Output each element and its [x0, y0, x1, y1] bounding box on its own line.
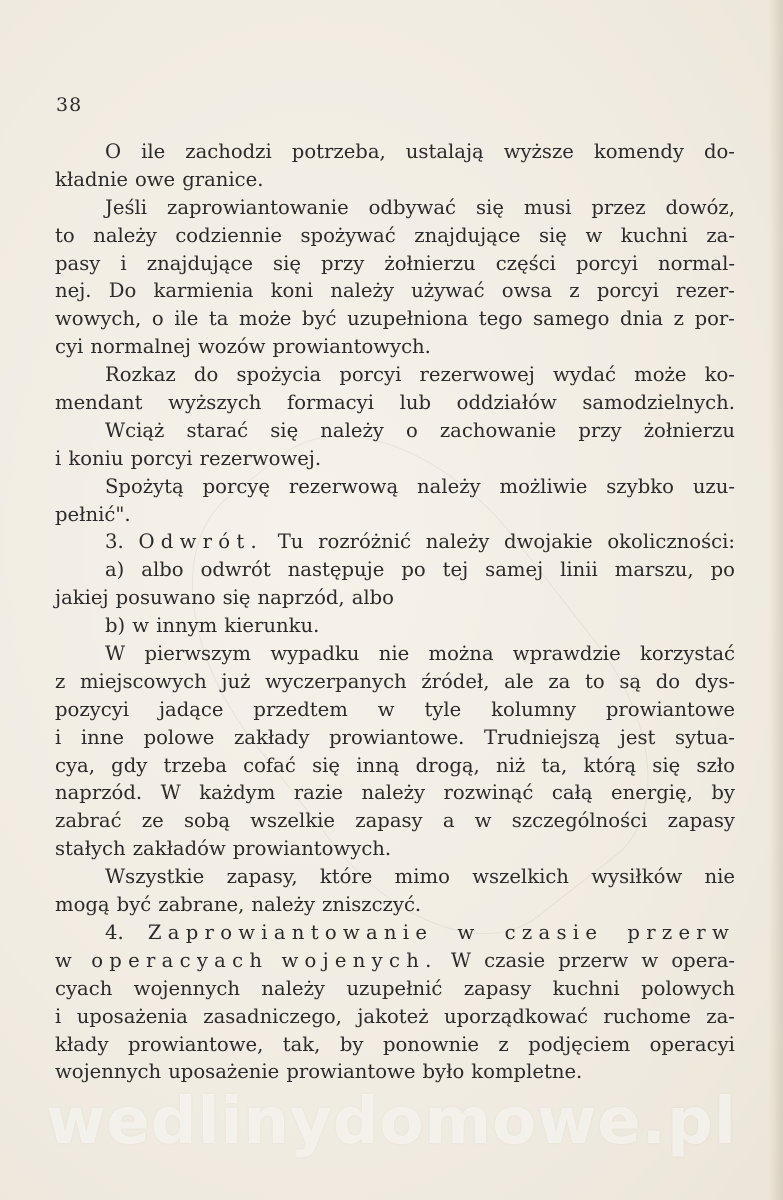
word: należy [93, 223, 157, 247]
word: marszu, [614, 558, 694, 582]
word: wszelkie [250, 809, 336, 833]
word: W [105, 642, 126, 666]
word: może [634, 363, 687, 387]
word: Wciąż [105, 418, 165, 442]
word: za- [706, 1004, 735, 1028]
word: są [619, 669, 642, 693]
word: miejscowych [79, 669, 207, 693]
word: należy [361, 781, 426, 805]
word: wojenych. [281, 948, 438, 972]
word: prowiantowe [286, 1060, 416, 1084]
word: korzystać [639, 642, 735, 666]
word: nie [704, 865, 735, 889]
word: musi [523, 195, 572, 219]
body-text [55, 138, 735, 1086]
word: innym [156, 614, 218, 638]
word: polowe [143, 725, 215, 749]
text-line [55, 305, 735, 333]
word: Do [108, 279, 137, 303]
word: zapasy [667, 809, 735, 833]
word: albo [351, 586, 394, 610]
word: możliwie [499, 474, 588, 498]
word: kolumny [491, 697, 576, 721]
word: szczególności [511, 809, 648, 833]
text-line [55, 250, 735, 278]
word: przerw [558, 948, 629, 972]
word: uzupełnić [346, 976, 443, 1000]
word: W [450, 948, 471, 972]
word: należy [320, 418, 384, 442]
word: jakoteż [357, 1004, 429, 1028]
word: wydać [552, 363, 616, 387]
word: być [116, 893, 152, 917]
word: normalnej [90, 335, 191, 359]
word: por- [694, 307, 735, 331]
word: się [270, 418, 299, 442]
word: okoliczności: [607, 530, 735, 554]
word: prowiantowych. [272, 335, 431, 359]
word: Rozkaz [105, 363, 176, 387]
text-line [55, 779, 735, 807]
word: ko- [704, 363, 735, 387]
word: należy [330, 279, 394, 303]
word: posuwano [115, 586, 216, 610]
text-line [55, 528, 735, 556]
word: porcyi [130, 446, 193, 470]
word: wszelkich [472, 865, 569, 889]
text-line [55, 668, 735, 696]
word: za- [706, 223, 735, 247]
word: Spożytą [105, 474, 184, 498]
word: prowiantowe, [127, 1032, 264, 1056]
word: albo [141, 558, 184, 582]
word: 4. [105, 920, 124, 944]
word: odbywać [368, 195, 457, 219]
text-line [55, 975, 735, 1003]
word: się [312, 753, 340, 777]
word: wysiłków [591, 865, 683, 889]
word: zniszczyć. [322, 893, 422, 917]
word: opera- [671, 948, 735, 972]
word: rezerwowej [419, 363, 535, 387]
word: w [377, 697, 395, 721]
word: podjęciem [528, 1032, 631, 1056]
word: naprzód, [257, 586, 345, 610]
word: może [239, 307, 292, 331]
word: samego [533, 307, 610, 331]
word: zaprowiantowanie [167, 195, 349, 219]
word: można [428, 642, 494, 666]
word: tej [442, 558, 469, 582]
word: się [652, 753, 681, 777]
word: porcyi [575, 251, 638, 275]
word: polowych [641, 976, 735, 1000]
word: z [498, 1032, 509, 1056]
word: kompletne. [471, 1060, 583, 1084]
text-line [55, 194, 735, 222]
word: już [221, 669, 251, 693]
word: znajdujące [414, 223, 521, 247]
word: zapasy [355, 809, 423, 833]
word: po [710, 558, 735, 582]
word: razie [293, 781, 344, 805]
word: uzupełniona [347, 307, 469, 331]
word: Odwrót. [138, 530, 263, 554]
word: sobą [183, 809, 231, 833]
word: prowiantowych. [232, 837, 392, 861]
word: wojennych [55, 1060, 162, 1084]
word: cyach [55, 976, 113, 1000]
word: to [55, 223, 75, 247]
word: ruchome [603, 1004, 691, 1028]
word: za [548, 669, 571, 693]
text-line [55, 919, 735, 947]
word: w [132, 614, 150, 638]
word: rezerwowej. [199, 446, 322, 470]
word: wojennych [133, 976, 240, 1000]
text-line [55, 807, 735, 835]
word: wozów [198, 335, 266, 359]
word: wowych, [55, 307, 142, 331]
word: wyższych [168, 391, 262, 415]
word: szło [696, 753, 735, 777]
word: zachodzi [185, 140, 272, 163]
word: linii [560, 558, 598, 582]
word: wyczerpanych [265, 669, 407, 693]
word: być [301, 307, 337, 331]
word: zapasy [463, 976, 532, 1000]
word: prowiantowe. [329, 725, 465, 749]
text-line [55, 640, 735, 668]
word: całą [551, 781, 593, 805]
word: należy [417, 474, 481, 498]
text-line [55, 724, 735, 752]
word: żołnierzu [384, 251, 476, 275]
word: należy [261, 976, 325, 1000]
text-line [55, 891, 735, 919]
word: uzu- [692, 474, 735, 498]
word: przedtem [253, 697, 348, 721]
text-line [55, 501, 735, 529]
word: przy [578, 418, 622, 442]
word: wprawdzie [512, 642, 621, 666]
word: naprzód. [55, 781, 143, 805]
word: energię, [611, 781, 693, 805]
word: się [476, 195, 504, 219]
word: o [151, 307, 164, 331]
word: porcyę [202, 474, 270, 498]
word: operacyach [91, 948, 269, 972]
word: cofać [243, 753, 296, 777]
word: zasadniczego, [203, 1004, 342, 1028]
word: normal- [658, 251, 735, 275]
word: tyle [424, 697, 462, 721]
word: czasie [484, 948, 546, 972]
word: ile [174, 307, 199, 331]
word: sytua- [675, 725, 735, 749]
word: koni [270, 279, 314, 303]
word: zakłady [233, 725, 310, 749]
text-line [55, 947, 735, 975]
word: lub [399, 391, 432, 415]
word: w [585, 223, 603, 247]
word: cyi [55, 335, 84, 359]
word: pasy [55, 251, 101, 275]
word: nie [378, 642, 410, 666]
word: i [55, 1004, 62, 1028]
word: owe [134, 167, 176, 191]
word: pozycyi [55, 697, 130, 721]
word: prowiantowe [605, 697, 735, 721]
word: kuchni [620, 223, 688, 247]
word: odwrót [200, 558, 271, 582]
word: to [585, 669, 605, 693]
word: czasie [504, 920, 604, 944]
word: do- [703, 140, 735, 163]
text-line [55, 277, 735, 305]
word: uporządkować [443, 1004, 588, 1028]
word: w [457, 920, 481, 944]
page-number: 38 [56, 94, 83, 116]
word: było [422, 1060, 465, 1084]
word: części [495, 251, 556, 275]
word: koniu [68, 446, 124, 470]
word: tego [478, 307, 523, 331]
word: w [55, 948, 79, 972]
word: a) [105, 558, 125, 582]
word: dwojakie [504, 530, 593, 554]
word: Trudniejszą [483, 725, 601, 749]
word: ta [208, 307, 229, 331]
word: gdy [111, 753, 148, 777]
word: samej [485, 558, 544, 582]
word: jest [619, 725, 656, 749]
word: codziennie [175, 223, 282, 247]
word: dys- [694, 669, 735, 693]
word: b) [105, 614, 126, 638]
word: z [55, 669, 66, 693]
text-line [55, 361, 735, 389]
word: nej. [55, 279, 92, 303]
word: mimo [394, 865, 450, 889]
word: starać [186, 418, 249, 442]
word: i [120, 251, 127, 275]
word: rezer- [676, 279, 735, 303]
word: się [273, 251, 301, 275]
watermark: wedlinydomowe.pl [46, 1085, 737, 1159]
word: należy [425, 530, 490, 554]
word: ile [141, 140, 166, 163]
word: by [711, 781, 735, 805]
word: drogą, [415, 753, 480, 777]
word: ponownie [382, 1032, 479, 1056]
word: szybko [606, 474, 674, 498]
word: żołnierzu [643, 418, 735, 442]
word: komendy [593, 140, 684, 163]
word: ale [504, 669, 534, 693]
word: karmienia [153, 279, 254, 303]
word: potrzeba, [291, 140, 386, 163]
word: do [193, 363, 219, 387]
word: i [55, 725, 62, 749]
word: zabrać [55, 809, 122, 833]
word: Zaprowiantowanie [147, 920, 434, 944]
page-edge-shadow [769, 0, 783, 1200]
word: tak, [282, 1032, 321, 1056]
word: ustalają [405, 140, 484, 163]
word: przy [321, 251, 365, 275]
word: kuchni [552, 976, 620, 1000]
word: jakiej [55, 586, 109, 610]
text-line [55, 612, 735, 640]
word: ta, [541, 753, 568, 777]
text-line [55, 389, 735, 417]
word: by [339, 1032, 364, 1056]
word: Wszystkie [105, 865, 205, 889]
word: wyższe [503, 140, 574, 163]
word: dnia [619, 307, 664, 331]
word: kładnie [55, 167, 128, 191]
word: Jeśli [105, 195, 148, 219]
word: kłady [55, 1032, 109, 1056]
word: zachowanie [439, 418, 557, 442]
text-line [55, 166, 735, 194]
text-line [55, 696, 735, 724]
word: każdym [199, 781, 276, 805]
word: które [319, 865, 373, 889]
word: do [655, 669, 681, 693]
word: inną [356, 753, 400, 777]
word: jadące [158, 697, 224, 721]
word: formacyi [286, 391, 374, 415]
word: porcyi [596, 279, 659, 303]
word: z [569, 279, 580, 303]
word: niż [496, 753, 526, 777]
word: Tu [277, 530, 304, 554]
word: 3. [105, 530, 124, 554]
word: kierunku. [224, 614, 320, 638]
word: zapasy, [226, 865, 298, 889]
word: pierwszym [144, 642, 252, 666]
text-line [55, 445, 735, 473]
word: należy [251, 893, 315, 917]
word: rozwinąć [443, 781, 534, 805]
text-line [55, 752, 735, 780]
word: po [401, 558, 426, 582]
word: następuje [287, 558, 385, 582]
word: inne [80, 725, 124, 749]
word: zabrane, [158, 893, 245, 917]
text-line [55, 584, 735, 612]
word: O [105, 140, 122, 163]
word: rezerwową [288, 474, 399, 498]
word: stałych [55, 837, 126, 861]
word: z [673, 307, 684, 331]
word: pełnić". [55, 502, 131, 526]
text-line [55, 333, 735, 361]
word: w [474, 809, 492, 833]
word: mendant [55, 391, 143, 415]
word: i [55, 446, 62, 470]
word: owsa [501, 279, 553, 303]
word: ze [141, 809, 164, 833]
text-line [55, 417, 735, 445]
word: granice. [182, 167, 264, 191]
word: a [442, 809, 455, 833]
text-line [55, 835, 735, 863]
word: się [222, 586, 251, 610]
word: operacyi [649, 1032, 735, 1056]
word: rozróżnić [318, 530, 411, 554]
word: cya, [55, 753, 95, 777]
word: porcyi [339, 363, 402, 387]
text-line [55, 863, 735, 891]
word: mogą [55, 893, 110, 917]
word: trzeba [163, 753, 227, 777]
word: którą [583, 753, 637, 777]
text-line [55, 556, 735, 584]
text-line [55, 1031, 735, 1059]
word: przerw [627, 920, 735, 944]
word: uposażenia [76, 1004, 188, 1028]
word: dowóz, [665, 195, 735, 219]
text-line [55, 138, 735, 166]
text-line [55, 1003, 735, 1031]
text-line [55, 473, 735, 501]
word: przez [591, 195, 646, 219]
word: w [641, 948, 659, 972]
word: znajdujące [146, 251, 253, 275]
text-line [55, 1058, 735, 1086]
word: oddziałów [456, 391, 557, 415]
word: uposażenie [168, 1060, 280, 1084]
text-line [55, 222, 735, 250]
word: wypadku [270, 642, 360, 666]
word: zakładów [132, 837, 226, 861]
word: źródeł, [421, 669, 490, 693]
word: używać [411, 279, 485, 303]
word: się [538, 223, 567, 247]
word: W [160, 781, 181, 805]
word: o [405, 418, 418, 442]
word: samodzielnych. [582, 391, 735, 415]
word: spożywać [300, 223, 396, 247]
word: spożycia [236, 363, 322, 387]
